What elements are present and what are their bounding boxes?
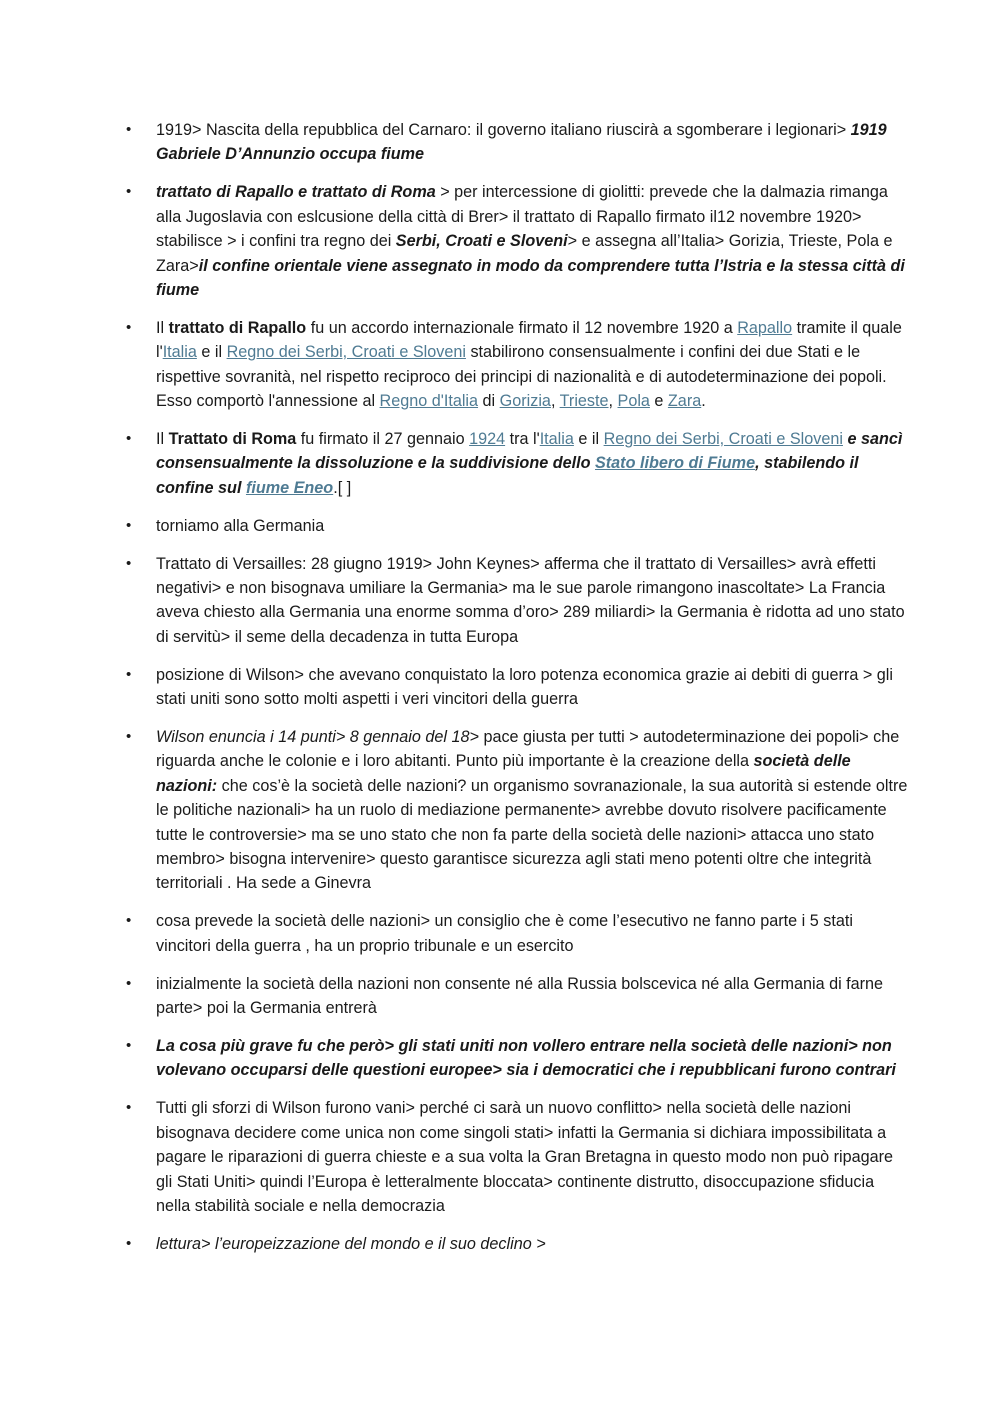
list-item	[156, 180, 908, 302]
note-emphasis: Serbi, Croati e Sloveni	[395, 232, 568, 251]
note-emphasis: società delle nazioni:	[156, 752, 851, 795]
note-text: .[ ]	[333, 478, 352, 497]
link-trieste[interactable]: Trieste	[559, 392, 609, 411]
note-text: Tutti gli sforzi di Wilson furono vani> perché ci sarà un nuovo conflitto> nella società delle nazioni bisognava decidere come unica non come singoli stati> infatti la Germania si dichiara impossibilitata a pagare le riparazioni di guerra chieste e a sua volta la Gran Bretagna in questo modo non può ripagare gli Stati Uniti> quindi l’Europa è letteralmente bloccata> continente distrutto, disoccupazione sfiducia nella stabilità sociale e nella democrazia	[156, 1099, 893, 1215]
note-text: e il	[196, 343, 227, 362]
list-item	[156, 552, 908, 650]
note-text: ,	[550, 392, 560, 411]
note-italic: lettura> l’europeizzazione del mondo e il suo declino >	[156, 1234, 546, 1253]
link-gorizia[interactable]: Gorizia	[499, 392, 551, 411]
list-item	[156, 118, 908, 167]
note-text: Trattato di Versailles: 28 giugno 1919> John Keynes> afferma che il trattato di Versailles> avrà effetti negativi> e non bisognava umiliare la Germania> ma le sue parole rimangono inascoltate> La Francia aveva chiesto alla Germania una enorme somma d’oro> 289 miliardi> la Germania è ridotta ad uno stato di servitù> il seme della decadenza in tutta Europa	[156, 554, 905, 646]
link-italia[interactable]: Italia	[162, 343, 197, 362]
note-text: cosa prevede la società delle nazioni> un consiglio che è come l’esecutivo ne fanno parte i 5 stati vincitori della guerra , ha un proprio tribunale e un esercito	[156, 912, 853, 955]
note-text: > per intercessione di giolitti: prevede che la dalmazia rimanga alla Jugoslavia con eslcusione della città di Brer> il trattato di Rapallo firmato il12 novembre 1920> stabilisce > i confini tra regno dei	[156, 183, 888, 251]
note-text: torniamo alla Germania	[156, 516, 325, 535]
link-fiume-eneo[interactable]: fiume Eneo	[245, 478, 334, 497]
link-1924[interactable]: 1924	[469, 429, 506, 448]
note-bold: Trattato di Roma	[168, 429, 297, 448]
note-text: inizialmente la società della nazioni non consente né alla Russia bolscevica né alla Germania di farne parte> poi la Germania entrerà	[156, 974, 884, 1018]
note-text: fu un accordo internazionale firmato il 12 novembre 1920 a	[306, 318, 738, 337]
note-text: Il	[156, 318, 169, 337]
note-text: > e assegna all’Italia> Gorizia, Trieste, Pola e Zara>	[156, 232, 893, 275]
note-text: tramite il quale l'	[156, 318, 902, 362]
note-emphasis: 1919 Gabriele D’Annunzio occupa fiume	[156, 121, 887, 164]
list-item	[156, 316, 908, 414]
list-item	[156, 1232, 908, 1256]
note-emphasis: La cosa più grave fu che però> gli stati uniti non vollero entrare nella società delle nazioni> non volevano occuparsi delle questioni europee> sia i democratici che i repubblicani furono contrari	[156, 1037, 896, 1080]
note-text: e il	[573, 429, 604, 448]
note-emphasis: il confine orientale viene assegnato in modo da comprendere tutta l’Istria e la stessa città di fiume	[156, 256, 905, 299]
link-regno-italia[interactable]: Regno d'Italia	[379, 392, 479, 411]
list-item	[156, 725, 908, 896]
link-regno-serbi-croati-sloveni[interactable]: Regno dei Serbi, Croati e Sloveni	[226, 343, 466, 362]
list-item	[156, 1096, 908, 1218]
note-text: Il	[156, 429, 169, 448]
link-zara[interactable]: Zara	[667, 392, 702, 411]
note-emphasis: , stabilendo il confine sul	[156, 454, 859, 497]
list-item	[156, 427, 908, 500]
note-text: .	[701, 392, 706, 411]
note-text: fu firmato il 27 gennaio	[296, 429, 470, 448]
link-pola[interactable]: Pola	[617, 392, 650, 411]
note-bold: trattato di Rapallo	[168, 318, 307, 337]
note-text: e	[649, 392, 668, 411]
list-item	[156, 663, 908, 712]
note-text: di	[478, 392, 500, 411]
link-italia[interactable]: Italia	[539, 429, 574, 448]
notes-list	[156, 118, 908, 1270]
list-item	[156, 1034, 908, 1083]
note-text: 1919> Nascita della repubblica del Carnaro: il governo italiano riuscirà a sgomberare i legionari>	[156, 121, 851, 139]
list-item	[156, 972, 908, 1021]
note-emphasis: e sancì consensualmente la dissoluzione e la suddivisione dello	[156, 429, 903, 473]
link-rapallo[interactable]: Rapallo	[737, 318, 793, 337]
note-text: ,	[608, 392, 618, 411]
list-item	[156, 909, 908, 958]
link-regno-serbi-croati-sloveni[interactable]: Regno dei Serbi, Croati e Sloveni	[603, 429, 843, 448]
link-stato-libero-fiume[interactable]: Stato libero di Fiume	[594, 454, 756, 473]
note-text: pace giusta per tutti > autodeterminazione dei popoli> che riguarda anche le colonie e i loro abitanti. Punto più importante è la creazione della	[156, 728, 900, 771]
note-heading: trattato di Rapallo e trattato di Roma	[156, 183, 436, 202]
note-text: posizione di Wilson> che avevano conquistato la loro potenza economica grazie ai debiti di guerra > gli stati uniti sono sotto molti aspetti i veri vincitori della guerra	[156, 665, 893, 709]
note-text: stabilirono consensualmente i confini dei due Stati e le rispettive sovranità, nel rispetto reciproco dei principi di nazionalità e di autodeterminazione dei popoli. Esso comportò l'annessione al	[156, 343, 887, 411]
note-text: che cos’è la società delle nazioni? un organismo sovranazionale, la sua autorità si estende oltre le politiche nazionali> ha un ruolo di mediazione permanente> avrebbe dovuto risolvere pacificamente tutte le controversie> ma se uno stato che non fa parte della società delle nazioni> attacca uno stato membro> bisogna intervenire> questo garantisce sicurezza agli stati meno potenti oltre che integrità territoriali . Ha sede a Ginevra	[156, 776, 908, 893]
list-item	[156, 514, 908, 538]
note-text: tra l'	[505, 429, 540, 448]
note-italic: Wilson enuncia i 14 punti> 8 gennaio del 18>	[156, 728, 479, 747]
